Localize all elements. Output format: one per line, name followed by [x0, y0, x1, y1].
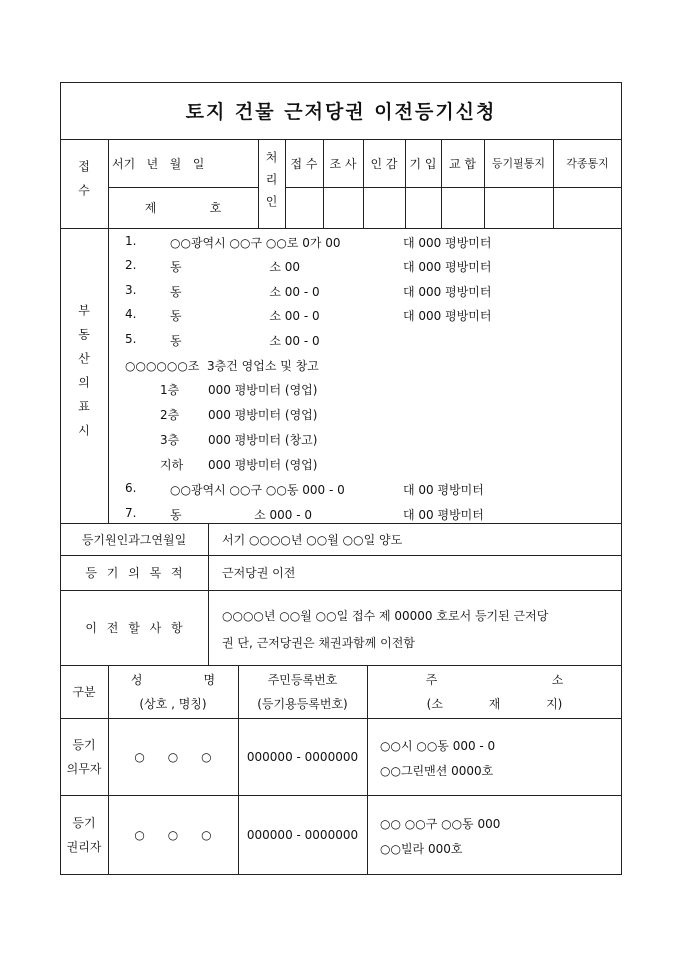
text: 동 소 000 - 0: [170, 508, 312, 522]
text: 대 000 평방미터: [403, 285, 492, 299]
cause-value: 서기 ○○○○년 ○○월 ○○일 양도: [222, 532, 403, 547]
page-title: 토지 건물 근저당권 이전등기신청: [185, 101, 497, 123]
col-verify: 교 합: [449, 156, 476, 171]
text: 000 평방미터 (창고): [208, 433, 318, 447]
text: ○○광역시 ○○구 ○○동 000 - 0: [170, 483, 345, 497]
party-type: [60, 795, 108, 874]
text: 등기: [72, 737, 96, 752]
party-address-2: ○○그린맨션 0000호: [380, 764, 494, 778]
party-id-header: [238, 665, 367, 718]
text: 동 소 00 - 0: [170, 285, 320, 299]
text: 000 평방미터 (영업): [208, 458, 318, 472]
divider: [108, 228, 109, 523]
text: 2.: [125, 258, 137, 272]
text: 3층: [160, 433, 180, 447]
text: 동 소 00 - 0: [170, 309, 320, 323]
purpose-label: 등 기 의 목 적: [85, 566, 183, 580]
text: (소 재 지): [426, 696, 563, 711]
text: 000 평방미터 (영업): [208, 408, 318, 422]
col-review: 조 사: [329, 156, 357, 171]
col-reception: 접 수: [290, 156, 318, 171]
party-address-2: ○○빌라 000호: [380, 842, 463, 856]
text: 3.: [125, 283, 137, 297]
property-label: [60, 228, 108, 523]
party-name: ○ ○ ○: [134, 749, 212, 764]
text: 대 000 평방미터: [403, 309, 492, 323]
party-name: ○ ○ ○: [134, 827, 212, 842]
party-id: 000000 - 0000000: [246, 827, 359, 842]
text: (등기용등록번호): [257, 696, 348, 711]
party-type-header: 구분: [72, 685, 96, 699]
col-entry: 기 입: [409, 156, 437, 171]
reception-date-label: 서기 년 월 일: [112, 156, 205, 171]
party-id: 000000 - 0000000: [246, 749, 359, 764]
text: 의무자: [66, 761, 102, 776]
text: 대 000 평방미터: [403, 260, 492, 274]
party-address-1: ○○ ○○구 ○○동 000: [380, 817, 501, 831]
text: 주 소: [425, 672, 564, 687]
text: 4.: [125, 307, 137, 321]
text: ○○광역시 ○○구 ○○로 0가 00: [170, 236, 341, 250]
col-completion-notice: 등기필통지: [491, 157, 546, 170]
transfer-label: 이 전 할 사 항: [85, 621, 183, 635]
text: (상호 , 명칭): [139, 696, 207, 711]
col-seal: 인 감: [370, 156, 398, 171]
text: 대 000 평방미터: [403, 236, 492, 250]
text: 2층: [160, 408, 180, 422]
handler-label: [258, 139, 285, 228]
text: 주민등록번호: [267, 672, 338, 687]
text: 7.: [125, 506, 137, 520]
cause-label: 등기원인과그연월일: [81, 532, 187, 547]
text: 대 00 평방미터: [403, 483, 484, 497]
text: 등기: [72, 815, 96, 830]
col-various-notice: 각종통지: [566, 157, 609, 170]
party-type: [60, 718, 108, 795]
divider: [60, 228, 622, 229]
building-description: ○○○○○○조 3층건 영업소 및 창고: [125, 359, 319, 373]
reception-number-label: 제 호: [144, 201, 222, 215]
handler-label-text: 처리인: [264, 150, 278, 217]
party-address-1: ○○시 ○○동 000 - 0: [380, 739, 496, 753]
party-name-header: [108, 665, 238, 718]
transfer-line-2: 권 단, 근저당권은 채권과함께 이전함: [222, 636, 415, 650]
reception-label: [60, 139, 108, 228]
reception-label-text: 접수: [76, 159, 91, 208]
party-address-header: [367, 665, 622, 718]
text: 지하: [160, 458, 184, 472]
text: 권리자: [66, 839, 102, 854]
purpose-value: 근저당권 이전: [222, 566, 296, 580]
divider: [285, 187, 622, 188]
text: 6.: [125, 481, 137, 495]
transfer-line-1: ○○○○년 ○○월 ○○일 접수 제 00000 호로서 등기된 근저당: [222, 609, 549, 623]
text: 대 00 평방미터: [403, 508, 484, 522]
text: 1층: [160, 383, 180, 397]
text: 000 평방미터 (영업): [208, 383, 318, 397]
text: 5.: [125, 332, 137, 346]
text: 동 소 00 - 0: [170, 334, 320, 348]
text: 성 명: [130, 672, 216, 687]
property-label-text: 부동산의표시: [76, 303, 91, 448]
text: 1.: [125, 234, 137, 248]
text: 동 소 00: [170, 260, 301, 274]
